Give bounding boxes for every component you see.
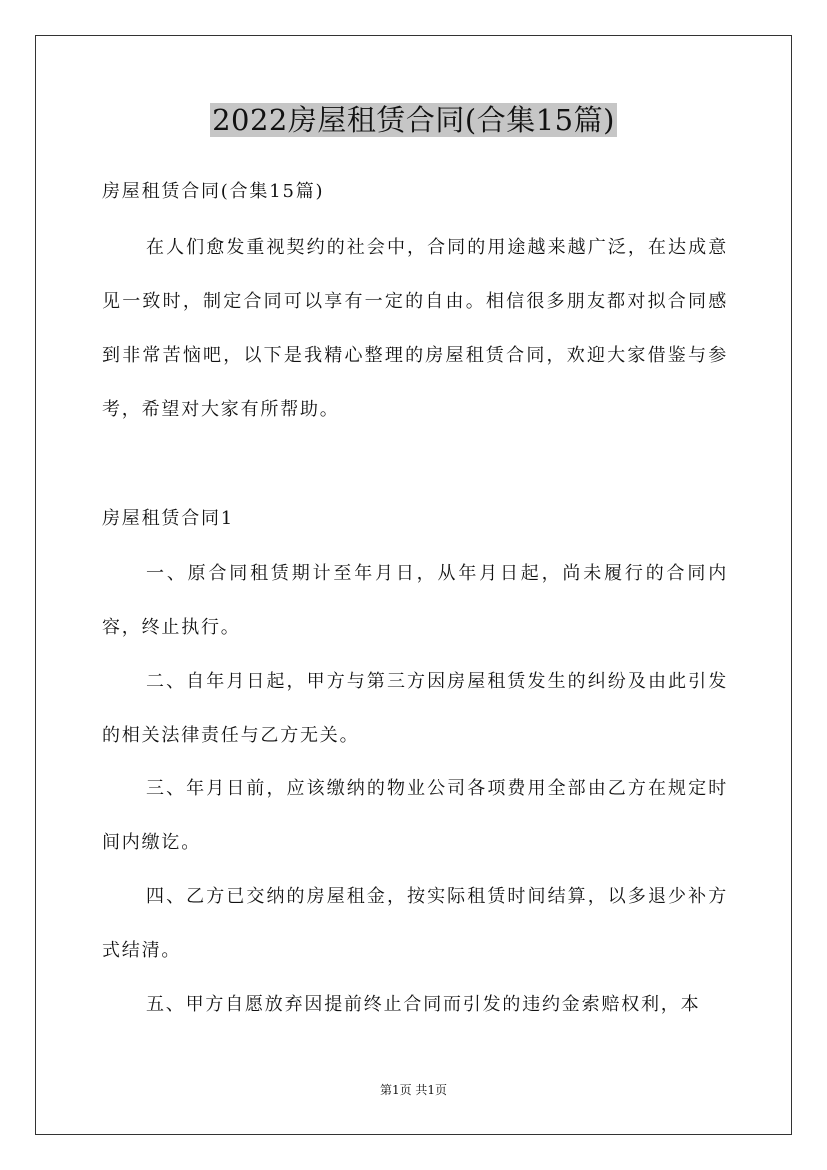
document-title-text: 2022房屋租赁合同(合集15篇) (212, 103, 615, 137)
clause-3: 三、年月日前，应该缴纳的物业公司各项费用全部由乙方在规定时间内缴讫。 (102, 778, 728, 853)
section-heading: 房屋租赁合同1 (102, 508, 235, 529)
clause-5: 五、甲方自愿放弃因提前终止合同而引发的违约金索赔权利，本 (146, 994, 701, 1015)
clause-2: 二、自年月日起，甲方与第三方因房屋租赁发生的纠纷及由此引发的相关法律责任与乙方无关。 (102, 671, 728, 746)
clause-1: 一、原合同租赁期计至年月日，从年月日起，尚未履行的合同内容，终止执行。 (102, 563, 728, 638)
page-footer: 第1页 共1页 (379, 1083, 448, 1097)
document-title (0, 98, 827, 142)
document-subtitle: 房屋租赁合同(合集15篇) (102, 181, 325, 202)
clause-4: 四、乙方已交纳的房屋租金，按实际租赁时间结算，以多退少补方式结清。 (102, 886, 728, 961)
intro-paragraph: 在人们愈发重视契约的社会中，合同的用途越来越广泛，在达成意见一致时，制定合同可以享有一定的自由。相信很多朋友都对拟合同感到非常苦恼吧，以下是我精心整理的房屋租赁合同，欢迎大家借鉴与参考，希望对大家有所帮助。 (102, 237, 728, 420)
